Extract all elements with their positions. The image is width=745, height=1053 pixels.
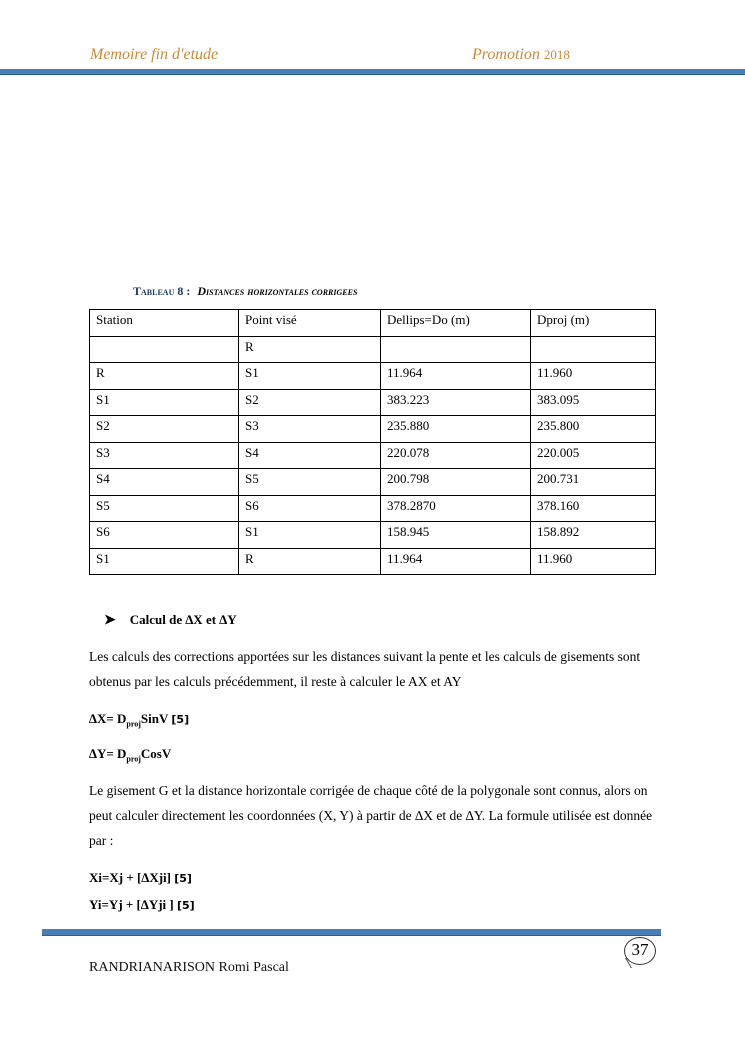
table-cell: S1 bbox=[90, 548, 239, 575]
table-cell: 235.800 bbox=[531, 416, 656, 443]
footer-author: RANDRIANARISON Romi Pascal bbox=[89, 960, 289, 975]
table-cell: 11.960 bbox=[531, 548, 656, 575]
page-header bbox=[90, 46, 585, 68]
table-cell bbox=[90, 336, 239, 363]
table-cell: 235.880 bbox=[381, 416, 531, 443]
paragraph-intro: Les calculs des corrections apportées sur les distances suivant la pente et les calculs de gisements sont obtenus par les calculs précédemment, il reste à calculer le AX et AY bbox=[89, 649, 641, 689]
table-cell: R bbox=[239, 548, 381, 575]
column-header: Point visé bbox=[239, 310, 381, 337]
table-cell: 11.960 bbox=[531, 363, 656, 390]
table-cell: S3 bbox=[239, 416, 381, 443]
table-cell: 158.945 bbox=[381, 522, 531, 549]
table-cell: S4 bbox=[239, 442, 381, 469]
table-row bbox=[90, 336, 656, 363]
table-row bbox=[90, 363, 656, 390]
table-cell: 11.964 bbox=[381, 363, 531, 390]
table-cell: S2 bbox=[239, 389, 381, 416]
header-left-title: Memoire fin d'etude bbox=[90, 46, 219, 63]
table-cell bbox=[531, 336, 656, 363]
footer-rule bbox=[42, 929, 661, 936]
table-cell: 11.964 bbox=[381, 548, 531, 575]
table-header-row bbox=[90, 310, 656, 337]
table-caption bbox=[133, 284, 357, 299]
citation-ref: [5] bbox=[177, 899, 195, 912]
table-row bbox=[90, 522, 656, 549]
distances-table bbox=[89, 309, 656, 575]
table-cell: S6 bbox=[239, 495, 381, 522]
citation-ref: [5] bbox=[174, 872, 192, 885]
table-cell: 220.005 bbox=[531, 442, 656, 469]
header-rule bbox=[0, 69, 745, 75]
table-row bbox=[90, 416, 656, 443]
header-promotion: Promotion bbox=[472, 46, 540, 63]
paragraph-coordinates: Le gisement G et la distance horizontale corrigée de chaque côté de la polygonale sont connus, alors on peut calculer directement les coordonnées (X, Y) à partir de ∆X et de ∆Y. La formule utilisée est donnée par : bbox=[89, 783, 653, 848]
header-right-title bbox=[472, 46, 570, 64]
formula-xi: Xi=Xj + [∆Xji] [5] bbox=[89, 870, 192, 885]
column-header: Dproj (m) bbox=[531, 310, 656, 337]
table-cell: S5 bbox=[239, 469, 381, 496]
formula-delta-y: $\Delta Y= D_{proj}CosV$ bbox=[89, 746, 172, 764]
table-cell: 200.798 bbox=[381, 469, 531, 496]
table-cell: 378.160 bbox=[531, 495, 656, 522]
table-cell: S5 bbox=[90, 495, 239, 522]
table-cell: 378.2870 bbox=[381, 495, 531, 522]
citation-ref: [5] bbox=[171, 713, 190, 726]
formula-yi: Yi=Yj + [∆Yji ] [5] bbox=[89, 897, 195, 912]
table-row bbox=[90, 469, 656, 496]
caption-title: Distances horizontales corrigees bbox=[197, 284, 358, 298]
table-row bbox=[90, 442, 656, 469]
table-cell: 220.078 bbox=[381, 442, 531, 469]
header-year: 2018 bbox=[543, 47, 570, 62]
section-heading bbox=[104, 612, 237, 629]
column-header: Dellips=Do (m) bbox=[381, 310, 531, 337]
table-cell: S3 bbox=[90, 442, 239, 469]
table-cell: R bbox=[239, 336, 381, 363]
table-row bbox=[90, 495, 656, 522]
table-cell: S1 bbox=[239, 363, 381, 390]
caption-label: Tableau 8 : bbox=[133, 284, 191, 298]
table-cell: S6 bbox=[90, 522, 239, 549]
formula-delta-x: $\Delta X= D_{proj}SinV$ [5] bbox=[89, 711, 190, 729]
table-cell bbox=[381, 336, 531, 363]
table-cell: S2 bbox=[90, 416, 239, 443]
table-cell: 383.095 bbox=[531, 389, 656, 416]
table-cell: S1 bbox=[239, 522, 381, 549]
table-cell: S4 bbox=[90, 469, 239, 496]
table-cell: 200.731 bbox=[531, 469, 656, 496]
table-cell: R bbox=[90, 363, 239, 390]
table-row bbox=[90, 389, 656, 416]
column-header: Station bbox=[90, 310, 239, 337]
page-number: 37 bbox=[624, 937, 656, 965]
arrow-bullet-icon: ➤ bbox=[104, 613, 116, 628]
table-row bbox=[90, 548, 656, 575]
table-cell: S1 bbox=[90, 389, 239, 416]
table-cell: 383.223 bbox=[381, 389, 531, 416]
table-cell: 158.892 bbox=[531, 522, 656, 549]
section-title: Calcul de ∆X et ∆Y bbox=[129, 612, 237, 627]
